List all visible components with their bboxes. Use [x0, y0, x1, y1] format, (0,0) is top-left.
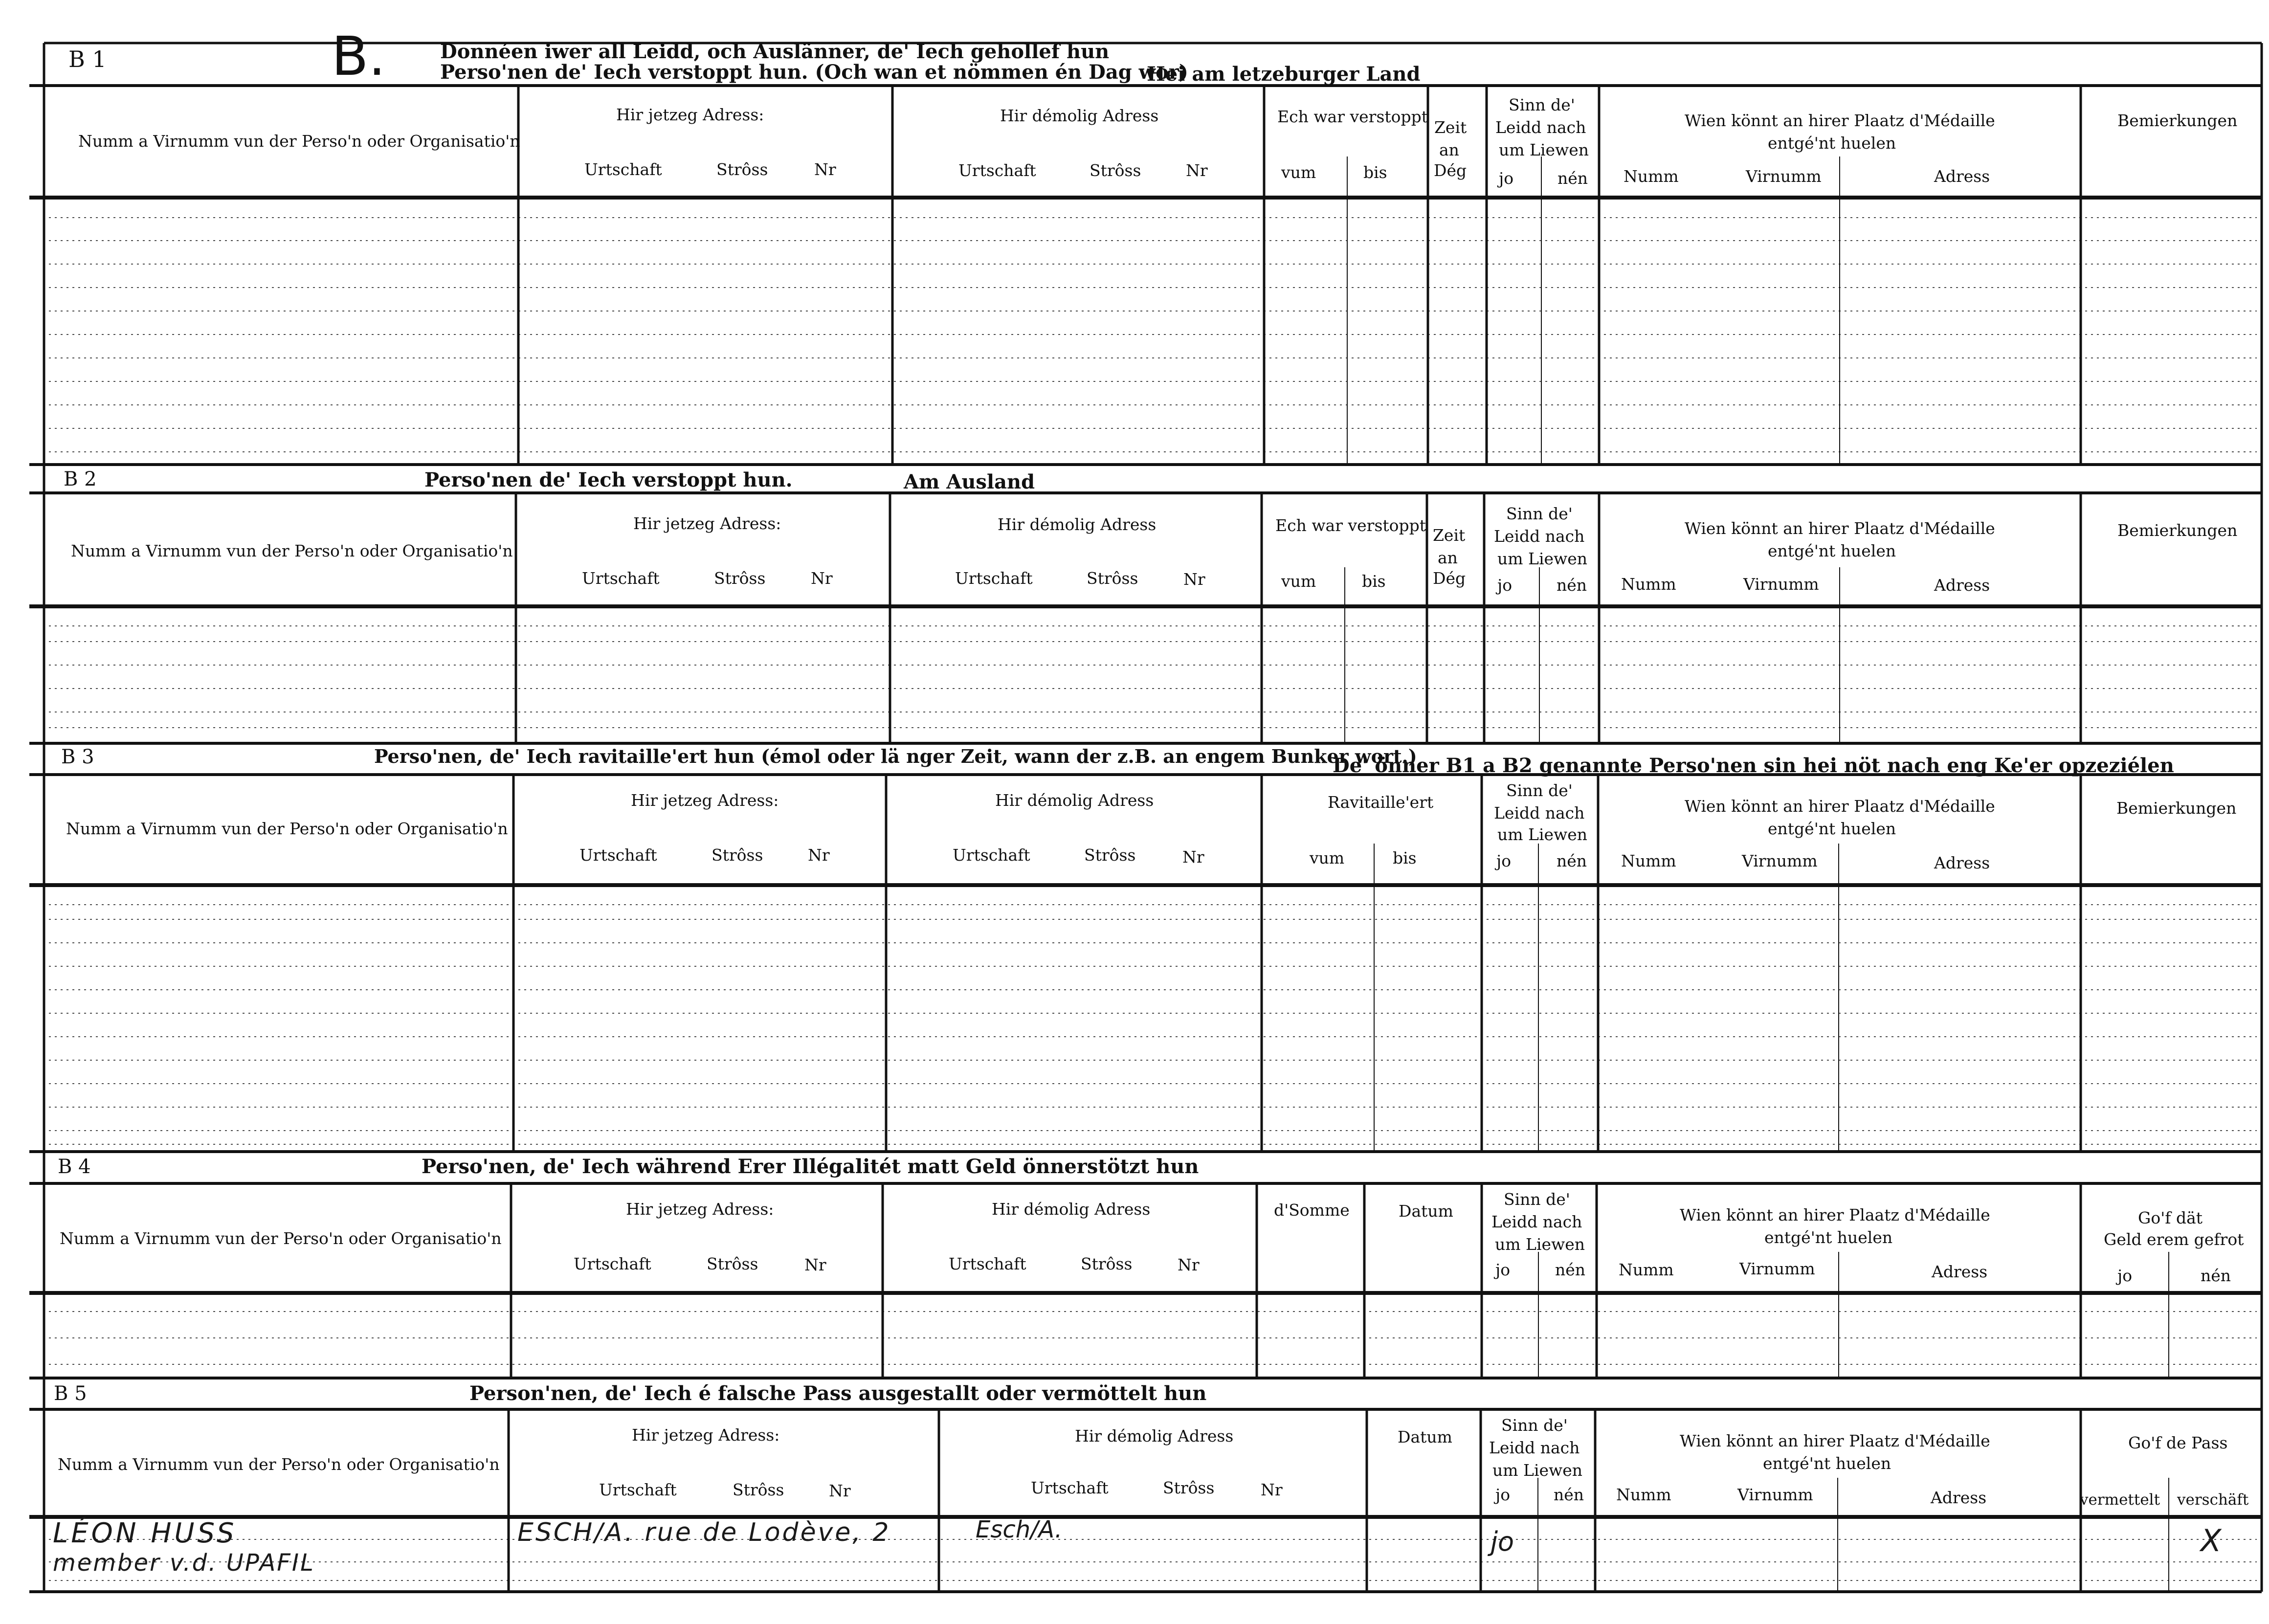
b4-current-address-label: Hir jetzeg Adress: [626, 1200, 774, 1219]
b3-alive-no-label: nén [1557, 851, 1587, 870]
b5-current-nr-label: Nr [829, 1481, 851, 1500]
b5-alive-label-3: um Liewen [1492, 1461, 1583, 1480]
b3-current-address-label: Hir jetzeg Adress: [631, 791, 779, 810]
b2-alive-yes-label: jo [1497, 576, 1513, 595]
section-b1-code: B 1 [68, 46, 107, 72]
form-title-line2: Perso'nen de' Iech verstoppt hun. (Och wan et nömmen én Dag wor) [440, 61, 1188, 84]
section-b5-title: Person'nen, de' Iech é falsche Pass ausgestallt oder vermöttelt hun [469, 1382, 1207, 1405]
b5-current-address-label: Hir jetzeg Adress: [632, 1425, 780, 1445]
b1-name-column-label: Numm a Virnumm vun der Perso'n oder Organisatio'n [78, 132, 520, 151]
b5-pass-issued-label: vermettelt [2080, 1491, 2160, 1509]
b4-medal-label-2: entgé'nt huelen [1764, 1228, 1893, 1247]
entry-organisation: member v.d. UPAFIL [53, 1549, 315, 1577]
b5-current-urtschaft-label: Urtschaft [599, 1480, 677, 1499]
b3-name-column-label: Numm a Virnumm vun der Perso'n oder Organisatio'n [66, 819, 508, 838]
b5-medal-address-label: Adress [1931, 1488, 1987, 1507]
b1-zeit-an-label: an [1439, 140, 1459, 159]
b1-medal-name-label: Numm [1624, 167, 1679, 186]
b2-former-urtschaft-label: Urtschaft [955, 569, 1033, 588]
section-b3-code: B 3 [61, 746, 94, 768]
b4-amount-label: d'Somme [1274, 1201, 1350, 1220]
b5-former-stross-label: Strôss [1163, 1478, 1215, 1497]
b5-alive-yes-label: jo [1495, 1485, 1511, 1504]
b1-medal-address-label: Adress [1934, 167, 1990, 186]
b1-zeit-label: Zeit [1434, 118, 1467, 137]
b4-alive-label-1: Sinn de' [1504, 1190, 1570, 1209]
b3-former-stross-label: Strôss [1084, 845, 1136, 865]
b4-former-stross-label: Strôss [1081, 1254, 1133, 1273]
b3-alive-label-3: um Liewen [1497, 825, 1588, 844]
entry-alive-yes: jo [1490, 1526, 1514, 1557]
b5-former-address-label: Hir démolig Adress [1075, 1426, 1234, 1446]
b2-name-column-label: Numm a Virnumm vun der Perso'n oder Organisatio'n [71, 541, 513, 560]
b3-current-stross-label: Strôss [712, 845, 763, 865]
b2-former-address-label: Hir démolig Adress [998, 515, 1157, 534]
b4-money-asked-yes-label: jo [2117, 1266, 2133, 1285]
b3-medal-firstname-label: Virnumm [1742, 851, 1818, 870]
entry-current-address: ESCH/A. rue de Lodève, 2 [517, 1518, 891, 1547]
entry-former-address: Esch/A. [976, 1516, 1063, 1543]
b3-medal-address-label: Adress [1934, 853, 1990, 872]
b1-current-address-label: Hir jetzeg Adress: [616, 105, 764, 124]
b4-former-urtschaft-label: Urtschaft [949, 1254, 1026, 1273]
b1-alive-label-2: Leidd nach [1495, 118, 1586, 137]
b2-alive-label-3: um Liewen [1497, 549, 1588, 568]
b1-former-address-label: Hir démolig Adress [1000, 106, 1159, 125]
b4-medal-name-label: Numm [1619, 1260, 1674, 1279]
section-b3-title: Perso'nen, de' Iech ravitaille'ert hun (émol oder lä nger Zeit, wann der z.B. an engem Bunker wort.) [374, 745, 1417, 767]
entry-name: LÉON HUSS [53, 1517, 237, 1549]
b1-zeit-deg-label: Dég [1434, 161, 1467, 180]
b4-former-address-label: Hir démolig Adress [992, 1200, 1151, 1219]
b2-medal-name-label: Numm [1621, 575, 1676, 594]
b3-former-address-label: Hir démolig Adress [995, 791, 1154, 810]
b5-name-column-label: Numm a Virnumm vun der Perso'n oder Organisatio'n [58, 1455, 500, 1474]
form-title-line1: Donnéen iwer all Leidd, och Auslänner, de' Iech gehollef hun [440, 40, 1110, 63]
b4-current-nr-label: Nr [804, 1255, 826, 1274]
b4-money-asked-no-label: nén [2201, 1266, 2231, 1285]
b2-hidden-from-label: vum [1281, 572, 1316, 591]
b2-zeit-label: Zeit [1433, 526, 1466, 545]
b2-hidden-label: Ech war verstoppt [1275, 516, 1426, 535]
b4-medal-firstname-label: Virnumm [1739, 1259, 1815, 1278]
b2-current-address-label: Hir jetzeg Adress: [633, 514, 781, 533]
b5-medal-label-1: Wien könnt an hirer Plaatz d'Médaille [1680, 1431, 1990, 1450]
b2-medal-address-label: Adress [1934, 576, 1990, 595]
b3-alive-label-1: Sinn de' [1506, 781, 1573, 800]
b5-former-urtschaft-label: Urtschaft [1031, 1478, 1109, 1497]
b3-ravit-from-label: vum [1310, 848, 1345, 868]
entry-pass-procured-mark: X [2201, 1523, 2222, 1558]
b4-current-stross-label: Strôss [707, 1254, 758, 1273]
b3-medal-label-2: entgé'nt huelen [1768, 819, 1896, 838]
b5-current-stross-label: Strôss [733, 1480, 784, 1499]
b3-ravitailleert-label: Ravitaille'ert [1328, 793, 1434, 812]
b2-alive-label-2: Leidd nach [1494, 527, 1585, 546]
b3-medal-name-label: Numm [1621, 851, 1676, 870]
b4-former-nr-label: Nr [1178, 1255, 1200, 1274]
b1-hidden-label: Ech war verstoppt [1277, 107, 1428, 126]
section-b4-code: B 4 [58, 1156, 91, 1178]
b4-alive-yes-label: jo [1495, 1260, 1511, 1279]
b4-money-asked-label-2: Geld erem gefrot [2104, 1230, 2244, 1249]
b2-zeit-an-label: an [1438, 548, 1458, 567]
b1-former-stross-label: Strôss [1090, 161, 1141, 180]
b3-former-nr-label: Nr [1182, 847, 1204, 867]
b1-medal-label-2: entgé'nt huelen [1768, 133, 1896, 153]
section-b4-title: Perso'nen, de' Iech während Erer Illégalitét matt Geld önnerstötzt hun [422, 1155, 1199, 1178]
b5-medal-label-2: entgé'nt huelen [1763, 1454, 1891, 1473]
b3-alive-label-2: Leidd nach [1494, 803, 1585, 823]
b4-alive-label-2: Leidd nach [1491, 1212, 1582, 1231]
b2-current-stross-label: Strôss [714, 569, 766, 588]
section-b3-note: De' önner B1 a B2 genannte Perso'nen sin hei nöt nach eng Ke'er opzeziélen [1333, 754, 2174, 777]
form-letter: B. [332, 25, 386, 88]
b4-name-column-label: Numm a Virnumm vun der Perso'n oder Organisatio'n [60, 1229, 502, 1248]
b1-former-nr-label: Nr [1186, 161, 1208, 180]
b1-hidden-to-label: bis [1363, 163, 1387, 182]
b1-remarks-label: Bemierkungen [2117, 111, 2238, 130]
b3-alive-yes-label: jo [1496, 851, 1512, 870]
b1-hidden-from-label: vum [1281, 163, 1316, 182]
b5-alive-label-1: Sinn de' [1501, 1416, 1568, 1435]
b4-current-urtschaft-label: Urtschaft [574, 1254, 651, 1273]
b2-former-stross-label: Strôss [1087, 569, 1138, 588]
b4-date-label: Datum [1399, 1201, 1453, 1221]
b5-alive-label-2: Leidd nach [1489, 1438, 1580, 1457]
section-b5-code: B 5 [54, 1382, 87, 1405]
b1-alive-no-label: nén [1557, 169, 1588, 188]
b1-former-urtschaft-label: Urtschaft [958, 161, 1036, 180]
b3-ravit-to-label: bis [1393, 848, 1417, 868]
b5-medal-name-label: Numm [1616, 1485, 1671, 1504]
section-b2-place: Am Ausland [904, 470, 1035, 493]
b2-alive-no-label: nén [1557, 576, 1587, 595]
b4-medal-label-1: Wien könnt an hirer Plaatz d'Médaille [1680, 1205, 1990, 1224]
b4-medal-address-label: Adress [1932, 1262, 1988, 1281]
b4-money-asked-label-1: Go'f dät [2138, 1208, 2203, 1227]
b5-pass-label: Go'f de Pass [2128, 1433, 2228, 1452]
form-title-place: Hei am letzeburger Land [1147, 63, 1421, 86]
b2-current-urtschaft-label: Urtschaft [582, 569, 660, 588]
b2-former-nr-label: Nr [1183, 570, 1205, 589]
b1-current-stross-label: Strôss [716, 160, 768, 179]
b2-alive-label-1: Sinn de' [1506, 504, 1573, 523]
b1-current-nr-label: Nr [814, 160, 836, 179]
b2-remarks-label: Bemierkungen [2117, 521, 2238, 540]
b5-alive-no-label: nén [1554, 1485, 1584, 1504]
b3-current-nr-label: Nr [808, 845, 830, 865]
b3-remarks-label: Bemierkungen [2116, 799, 2237, 818]
section-b2-title: Perso'nen de' Iech verstoppt hun. [424, 468, 793, 491]
b5-medal-firstname-label: Virnumm [1737, 1485, 1813, 1504]
b3-former-urtschaft-label: Urtschaft [953, 845, 1030, 865]
b1-alive-yes-label: jo [1499, 169, 1514, 188]
b3-medal-label-1: Wien könnt an hirer Plaatz d'Médaille [1685, 797, 1995, 816]
b2-zeit-deg-label: Dég [1433, 569, 1466, 588]
b2-medal-firstname-label: Virnumm [1743, 575, 1819, 594]
b4-alive-no-label: nén [1555, 1260, 1586, 1279]
b4-alive-label-3: um Liewen [1495, 1235, 1585, 1254]
b2-medal-label-2: entgé'nt huelen [1768, 541, 1896, 560]
b1-current-urtschaft-label: Urtschaft [584, 160, 662, 179]
b2-current-nr-label: Nr [811, 569, 833, 588]
b1-alive-label-3: um Liewen [1499, 140, 1589, 159]
b5-date-label: Datum [1398, 1427, 1452, 1446]
b3-current-urtschaft-label: Urtschaft [579, 845, 657, 865]
section-b2-code: B 2 [64, 468, 97, 490]
b2-medal-label-1: Wien könnt an hirer Plaatz d'Médaille [1685, 519, 1995, 538]
b2-hidden-to-label: bis [1362, 572, 1386, 591]
b1-medal-label-1: Wien könnt an hirer Plaatz d'Médaille [1685, 111, 1995, 130]
b1-medal-firstname-label: Virnumm [1746, 167, 1822, 186]
b1-alive-label-1: Sinn de' [1509, 95, 1575, 114]
b5-former-nr-label: Nr [1261, 1480, 1283, 1499]
b5-pass-procured-label: verschäft [2177, 1491, 2249, 1509]
